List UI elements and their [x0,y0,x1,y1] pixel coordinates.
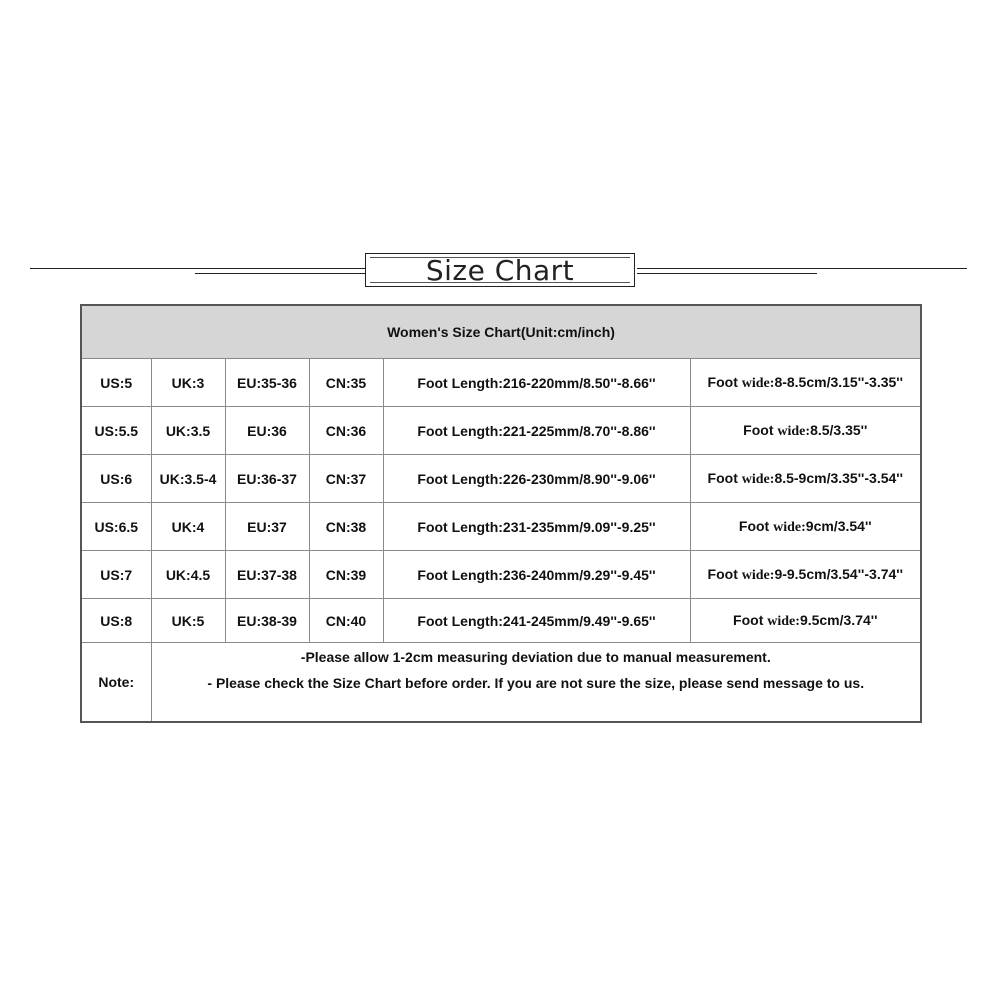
foot-length-cell: Foot Length:236-240mm/9.29''-9.45'' [383,551,690,599]
foot-width-prefix: Foot [707,373,742,390]
foot-width-cell [690,407,921,455]
uk-size-cell: UK:3 [151,359,225,407]
note-line: -Please allow 1-2cm measuring deviation due to manual measurement. [300,649,771,665]
cn-size-cell: CN:38 [309,503,383,551]
foot-width-prefix: Foot [743,421,778,438]
foot-width-value: 8.5-9cm/3.35''-3.54'' [774,469,903,486]
table-row [81,359,921,407]
eu-size-cell: EU:38-39 [225,599,309,643]
table-header-row [81,305,921,359]
note-row [81,643,921,723]
foot-width-word: wide: [741,567,775,583]
foot-width-value: 8.5/3.35'' [810,421,868,438]
note-line: - Please check the Size Chart before order. If you are not sure the size, please send message to us. [207,675,865,691]
uk-size-cell: UK:5 [151,599,225,643]
foot-width-value: 9cm/3.54'' [805,517,872,534]
foot-length-cell: Foot Length:241-245mm/9.49''-9.65'' [383,599,690,643]
note-label: Note: [81,643,151,723]
table-heading: Women's Size Chart(Unit:cm/inch) [81,305,921,359]
us-size-cell: US:7 [81,551,151,599]
table-row [81,503,921,551]
header-rule-left [30,268,365,269]
eu-size-cell: EU:35-36 [225,359,309,407]
header-rule-right-inner [637,273,817,274]
header-rule-left-inner [195,273,365,274]
cn-size-cell: CN:35 [309,359,383,407]
us-size-cell: US:8 [81,599,151,643]
foot-width-prefix: Foot [707,565,742,582]
foot-length-cell: Foot Length:231-235mm/9.09''-9.25'' [383,503,690,551]
us-size-cell: US:6 [81,455,151,503]
foot-width-prefix: Foot [707,469,742,486]
foot-width-value: 9.5cm/3.74'' [799,611,878,628]
cn-size-cell: CN:39 [309,551,383,599]
cn-size-cell: CN:36 [309,407,383,455]
foot-width-cell [690,599,921,643]
cn-size-cell: CN:40 [309,599,383,643]
header-rule-right [637,268,967,269]
foot-width-value: 8-8.5cm/3.15''-3.35'' [774,373,903,390]
eu-size-cell: EU:37-38 [225,551,309,599]
foot-width-word: wide: [741,375,775,391]
foot-width-cell [690,455,921,503]
foot-length-cell: Foot Length:226-230mm/8.90''-9.06'' [383,455,690,503]
note-lines [152,643,921,721]
table-row [81,551,921,599]
foot-width-cell [690,359,921,407]
table-row [81,407,921,455]
title-banner [365,253,635,287]
us-size-cell: US:5.5 [81,407,151,455]
table-row [81,455,921,503]
cn-size-cell: CN:37 [309,455,383,503]
note-text-cell [151,643,921,723]
size-chart-table [80,304,922,723]
us-size-cell: US:6.5 [81,503,151,551]
foot-width-word: wide: [777,423,811,439]
foot-width-word: wide: [741,471,775,487]
foot-length-cell: Foot Length:221-225mm/8.70''-8.86'' [383,407,690,455]
foot-width-value: 9-9.5cm/3.54''-3.74'' [774,565,903,582]
uk-size-cell: UK:4 [151,503,225,551]
foot-width-prefix: Foot [733,611,768,628]
foot-width-prefix: Foot [738,517,774,534]
eu-size-cell: EU:36 [225,407,309,455]
uk-size-cell: UK:4.5 [151,551,225,599]
eu-size-cell: EU:36-37 [225,455,309,503]
us-size-cell: US:5 [81,359,151,407]
page-title: Size Chart [425,253,575,287]
foot-width-word: wide: [773,519,806,535]
table-row [81,599,921,643]
uk-size-cell: UK:3.5-4 [151,455,225,503]
uk-size-cell: UK:3.5 [151,407,225,455]
foot-width-cell [690,551,921,599]
eu-size-cell: EU:37 [225,503,309,551]
foot-width-word: wide: [767,613,800,629]
foot-width-cell [690,503,921,551]
foot-length-cell: Foot Length:216-220mm/8.50''-8.66'' [383,359,690,407]
